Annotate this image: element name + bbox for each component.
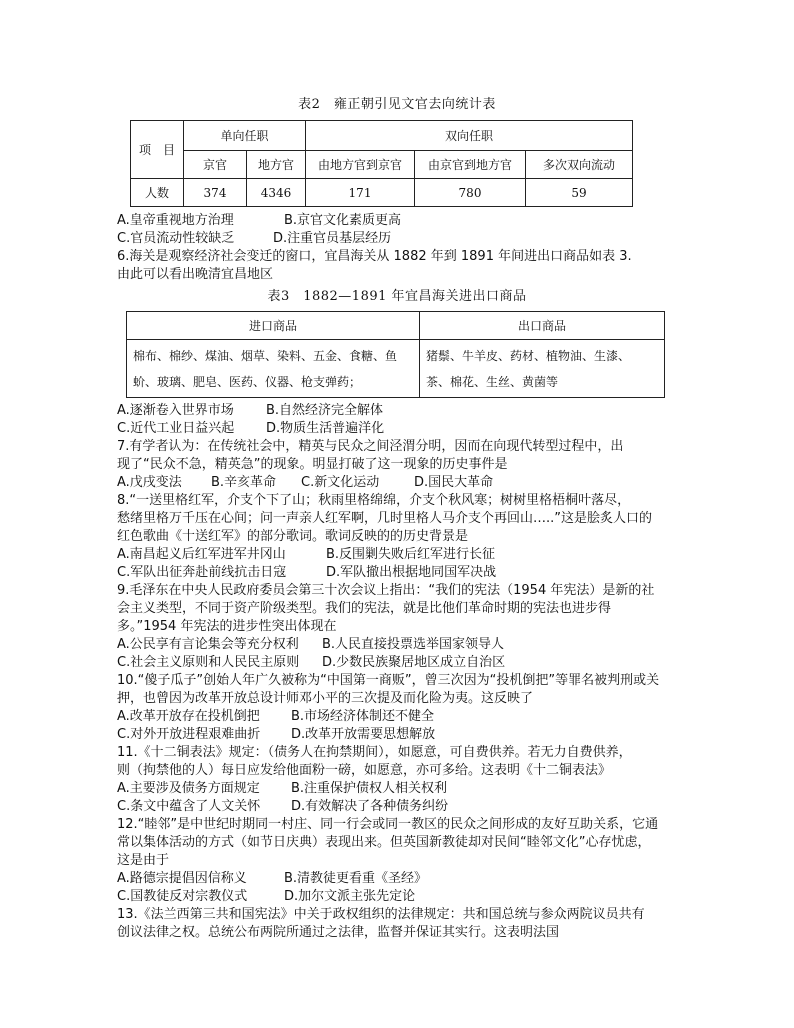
option: D.物质生活普遍洋化 xyxy=(266,421,385,436)
table2 xyxy=(130,120,633,207)
question-stem: 现了“民众不急，精英急”的现象。明显打破了这一现象的历史事件是 xyxy=(117,457,508,472)
option: B.自然经济完全解体 xyxy=(266,403,384,418)
table3-export-header: 出口商品 xyxy=(420,312,665,340)
table2-caption: 表2 雍正朝引见文官去向统计表 xyxy=(298,97,496,112)
question-stem: 押，也曾因为改革开放总设计师邓小平的三次提及而化险为夷。这反映了 xyxy=(117,691,534,706)
table3-import-cell xyxy=(127,340,420,398)
table2-col-header: 地方官 xyxy=(247,151,306,179)
option: D.有效解决了各种债务纠纷 xyxy=(291,799,449,814)
option: B.辛亥革命 xyxy=(211,475,277,490)
option: A.逐渐卷入世界市场 xyxy=(117,403,234,418)
table2-cell: 171 xyxy=(306,179,415,207)
option: C.近代工业日益兴起 xyxy=(117,421,235,436)
option: D.军队撤出根据地同国军决战 xyxy=(326,565,497,580)
option: C.新文化运动 xyxy=(301,475,380,490)
table2-cell: 4346 xyxy=(247,179,306,207)
question-stem: 多。”1954 年宪法的进步性突出体现在 xyxy=(117,619,337,634)
option: C.军队出征奔赴前线抗击日寇 xyxy=(117,565,287,580)
option: B.市场经济体制还不健全 xyxy=(291,709,435,724)
question-stem: 9.毛泽东在中央人民政府委员会第三十次会议上指出：“我们的宪法（1954 年宪法）是新的社 xyxy=(117,583,655,598)
question-stem: 则（拘禁他的人）每日应发给他面粉一磅，如愿意，亦可多给。这表明《十二铜表法》 xyxy=(117,763,612,778)
option: D.注重官员基层经历 xyxy=(273,231,392,246)
option: A.戊戌变法 xyxy=(117,475,182,490)
table3-export-line: 猪鬃、牛羊皮、药材、植物油、生漆、 xyxy=(426,348,631,363)
table3-import-line: 棉布、棉纱、煤油、烟草、染料、五金、食糖、鱼 xyxy=(133,348,398,363)
option: D.加尔文派主张先定论 xyxy=(284,889,416,904)
option: A.改革开放存在投机倒把 xyxy=(117,709,260,724)
option: C.官员流动性较缺乏 xyxy=(117,231,235,246)
question-stem: 常以集体活动的方式（如节日庆典）表现出来。但英国新教徒却对民间“睦邻文化”心存忧虑， xyxy=(117,835,651,850)
table2-cell: 780 xyxy=(415,179,526,207)
option: B.反围剿失败后红军进行长征 xyxy=(326,547,496,562)
question-stem: 这是由于 xyxy=(117,853,170,868)
question-stem: 创议法律之权。总统公布两院所通过之法律，监督并保证其实行。这表明法国 xyxy=(117,925,560,940)
table2-single-header: 单向任职 xyxy=(184,121,306,151)
option: B.注重保护债权人相关权利 xyxy=(291,781,448,796)
question-stem: 8.“一送里格红军，介支个下了山；秋雨里格绵绵，介支个秋风寒；树树里格梧桐叶落尽， xyxy=(117,493,631,508)
table2-col-header: 京官 xyxy=(184,151,247,179)
question-stem: 11.《十二铜表法》规定：（债务人在拘禁期间），如愿意，可自费供养。若无力自费供养， xyxy=(117,745,632,760)
option: A.南昌起义后红军进军井冈山 xyxy=(117,547,286,562)
option: D.少数民族聚居地区成立自治区 xyxy=(322,655,506,670)
table2-cell: 374 xyxy=(184,179,247,207)
option: B.人民直接投票选举国家领导人 xyxy=(322,637,505,652)
option: B.京官文化素质更高 xyxy=(284,213,402,228)
option: C.社会主义原则和人民民主原则 xyxy=(117,655,300,670)
question-stem: 13.《法兰西第三共和国宪法》中关于政权组织的法律规定：共和国总统与参众两院议员共有 xyxy=(117,907,645,922)
option: D.改革开放需要思想解放 xyxy=(291,727,436,742)
option: C.条文中蕴含了人文关怀 xyxy=(117,799,261,814)
option: C.对外开放进程艰难曲折 xyxy=(117,727,261,742)
question-stem: 由此可以看出晚清宜昌地区 xyxy=(117,267,274,282)
table2-col-header: 多次双向流动 xyxy=(526,151,633,179)
table3-export-cell xyxy=(420,340,665,398)
table3 xyxy=(126,311,665,398)
table2-col-header: 由京官到地方官 xyxy=(415,151,526,179)
option: C.国教徒反对宗教仪式 xyxy=(117,889,248,904)
question-stem: 7.有学者认为：在传统社会中，精英与民众之间泾渭分明，因而在向现代转型过程中，出 xyxy=(117,439,624,454)
question-stem: 会主义类型，不同于资产阶级类型。我们的宪法，就是比他们革命时期的宪法也进步得 xyxy=(117,601,612,616)
table3-import-line: 蚧、玻璃、肥皂、医药、仪器、枪支弹药； xyxy=(133,374,362,389)
table2-double-header: 双向任职 xyxy=(306,121,633,151)
option: D.国民大革命 xyxy=(414,475,494,490)
table3-import-header: 进口商品 xyxy=(127,312,420,340)
option: B.清教徒更看重《圣经》 xyxy=(284,871,428,886)
question-stem: 红色歌曲《十送红军》的部分歌词。歌词反映的的历史背景是 xyxy=(117,529,469,544)
table2-col-header: 由地方官到京官 xyxy=(306,151,415,179)
table3-caption: 表3 1882—1891 年宜昌海关进出口商品 xyxy=(267,289,527,304)
question-stem: 12.“睦邻”是中世纪时期同一村庄、同一行会或同一教区的民众之间形成的友好互助关系，它通 xyxy=(117,817,659,832)
table2-cell: 59 xyxy=(526,179,633,207)
option: A.皇帝重视地方治理 xyxy=(117,213,234,228)
question-stem: 6.海关是观察经济社会变迁的窗口，宜昌海关从 1882 年到 1891 年间进出口商品如表 3. xyxy=(117,249,632,264)
table3-export-line: 茶、棉花、生丝、黄菌等 xyxy=(426,374,559,389)
question-stem: 愁绪里格万千压在心间；问一声亲人红军啊，几时里格人马介支个再回山…..”这是脍炙人口的 xyxy=(117,511,653,526)
option: A.路德宗提倡因信称义 xyxy=(117,871,247,886)
table2-row-label: 人数 xyxy=(131,179,184,207)
question-stem: 10.“傻子瓜子”创始人年广久被称为“中国第一商贩”，曾三次因为“投机倒把”等罪名被判刑或关 xyxy=(117,673,660,688)
table2-item-header: 项 目 xyxy=(131,121,184,179)
option: A.公民享有言论集会等充分权利 xyxy=(117,637,299,652)
option: A.主要涉及债务方面规定 xyxy=(117,781,260,796)
